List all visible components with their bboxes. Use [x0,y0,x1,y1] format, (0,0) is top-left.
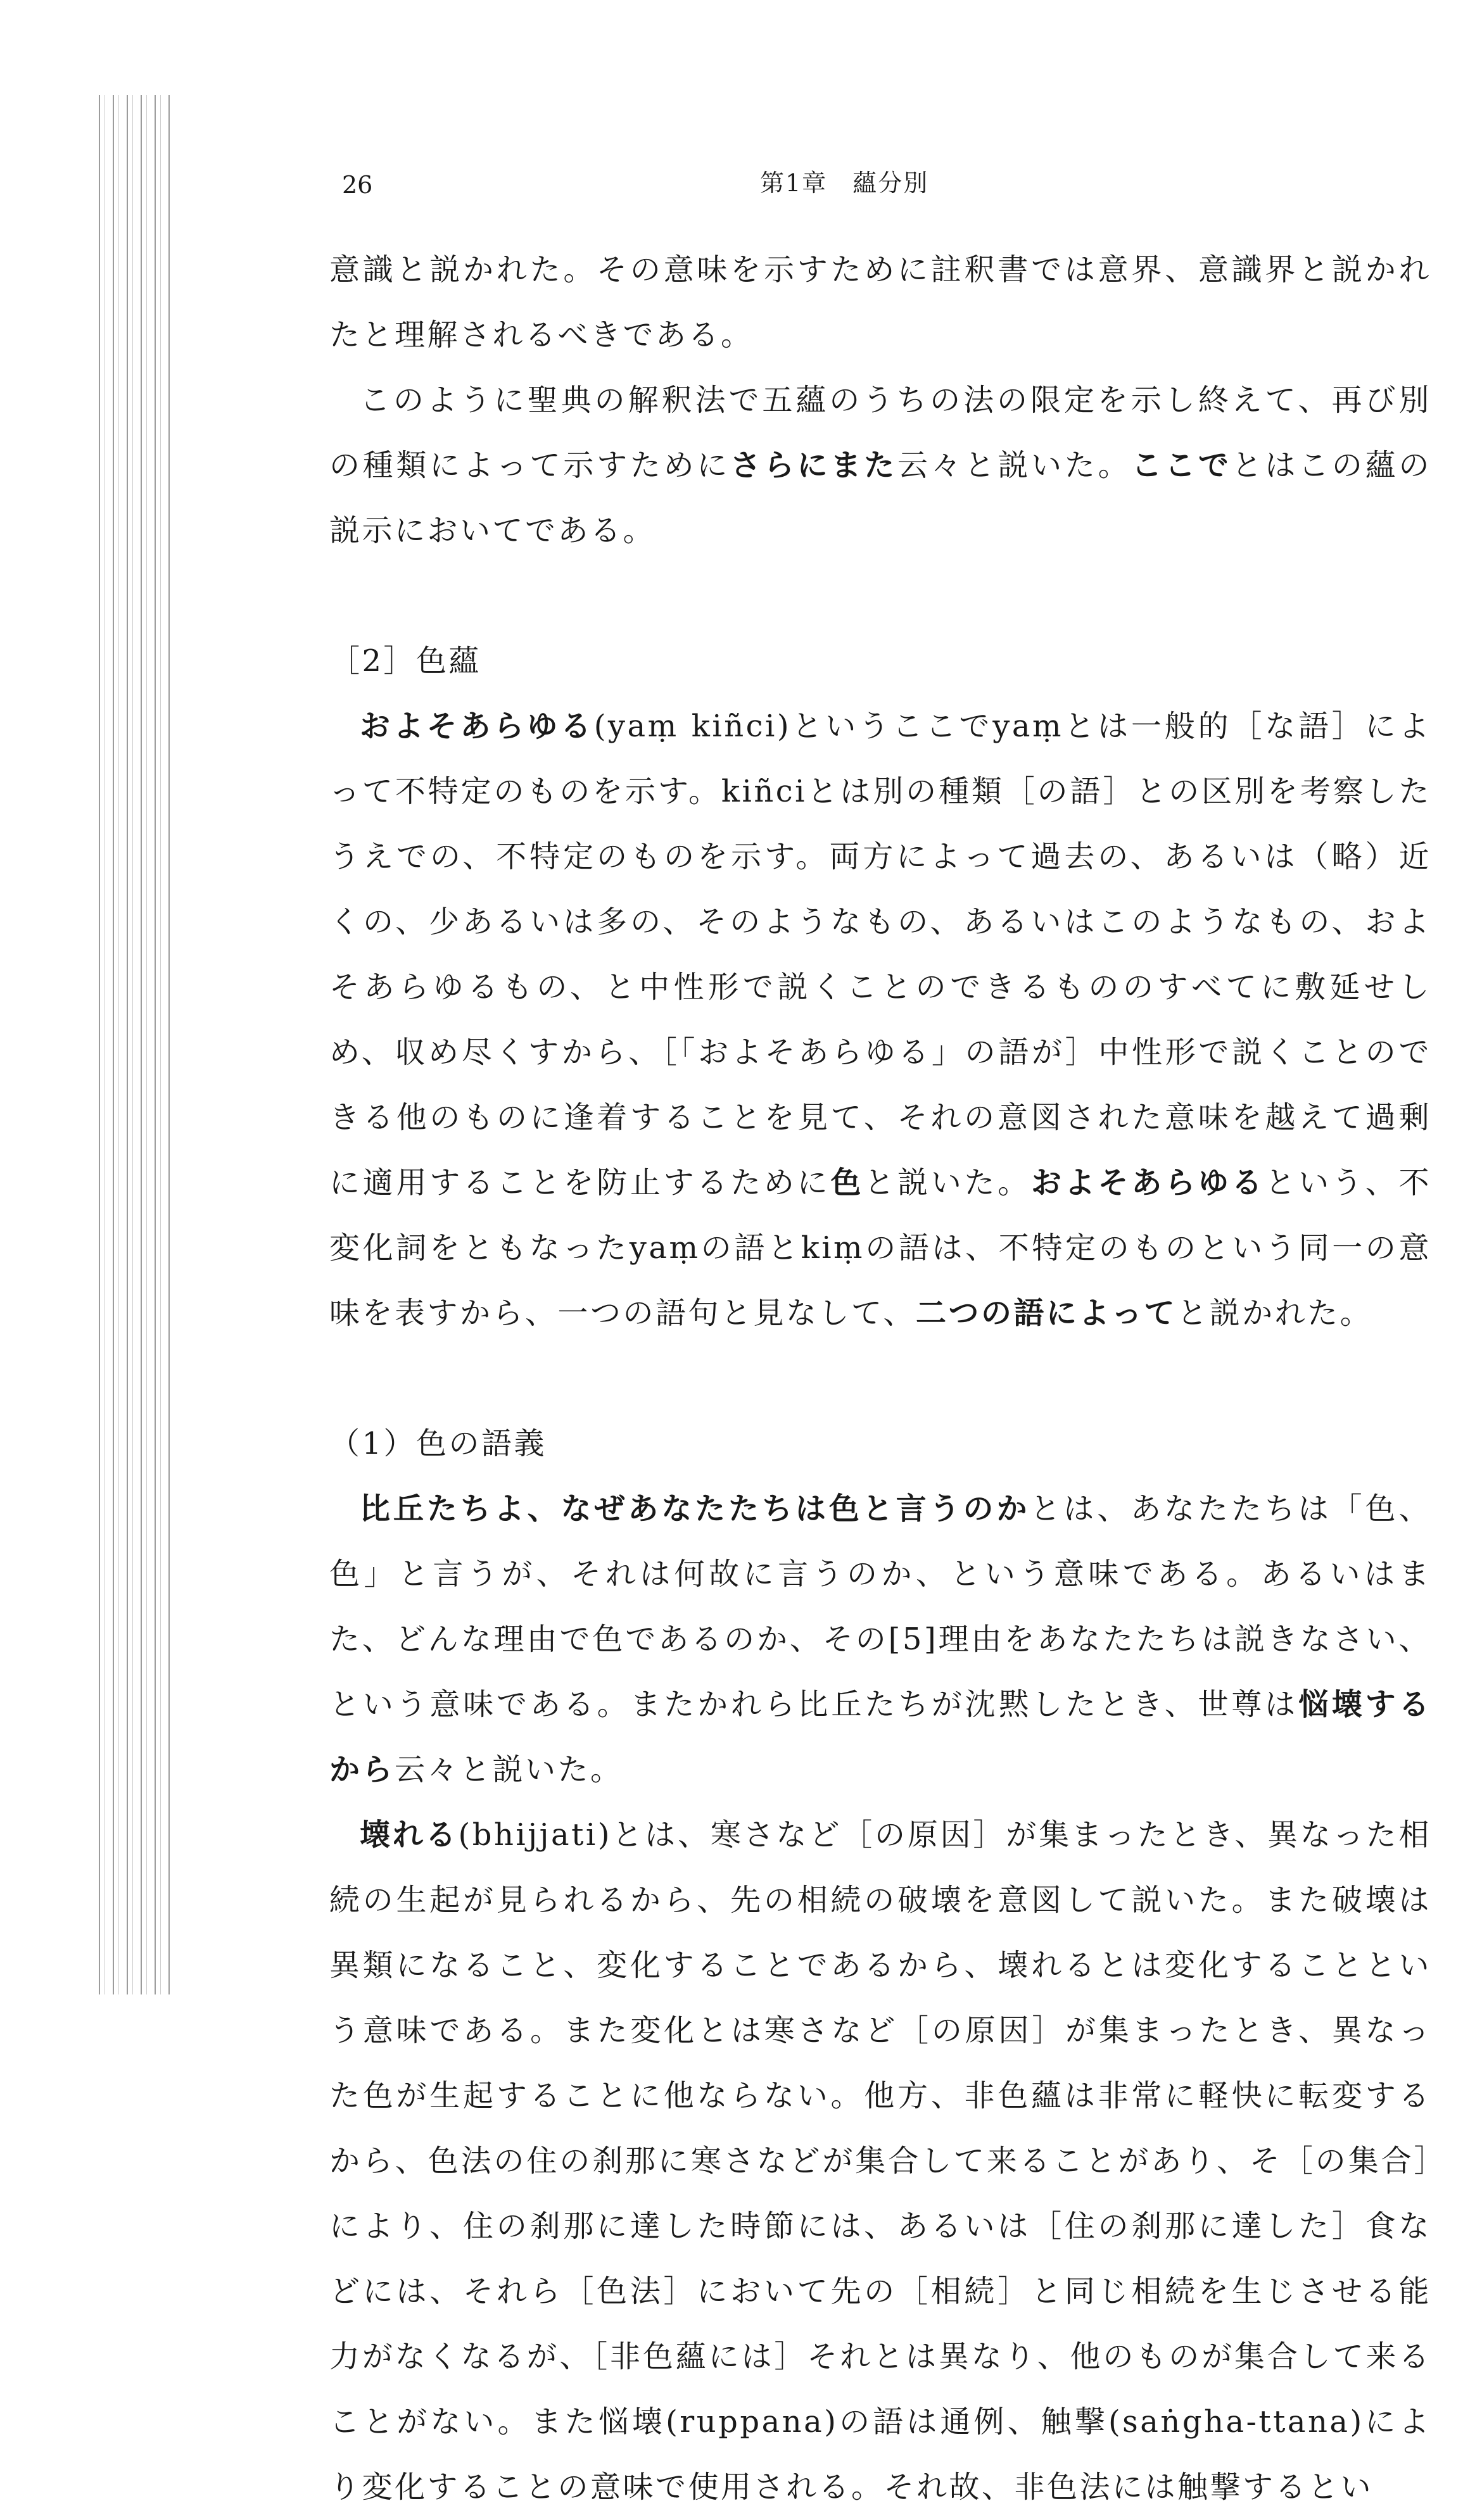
paragraph-1 [329,237,1431,368]
paragraph-4 [329,1477,1431,1803]
text-run: 意識と説かれた。その意味を示すために註釈書では意界、意識界と説かれたと理解されるべきである。 [329,252,1431,353]
section-heading-rupakkhandha: ［2］色蘊 [329,643,482,679]
bold-term: 色 [830,1165,864,1200]
text-run: とは、あなたたちは「色、色」と言うが、それは何故に言うのか、という意味である。あるいはまた、どんな理由で色であるのか、その[5]理由をあなたたちは説きなさい、という意味である。またかれら比丘たちが沈黙したとき、世尊は [329,1491,1431,1722]
book-binding-shadow [95,95,171,1994]
text-run: (bhijjati)とは、寒さなど［の原因］が集まったとき、異なった相続の生起が見られるから、先の相続の破壊を意図して説いた。また破壊は異類になること、変化することであるから、壊れるとは変化することという意味である。また変化とは寒さなど［の原因］が集まったとき、異なった色が生起することに他ならない。他方、非色蘊は非常に軽快に転変するから、色法の住の刹那に寒さなどが集合して来ることがあり、そ［の集合］により、住の刹那に達した時節には、あるいは［住の刹那に達した］食などには、それら［色法］において先の［相続］と同じ相続を生じさせる能力がなくなるが、［非色蘊には］それとは異なり、他のものが集合して来ることがない。また悩壊(ruppana)の語は通例、触撃(saṅgha-ttana)により変化することの意味で使用される。それ故、非色法には触撃するとい [329,1817,1431,2505]
section-heading-meaning-of-rupa: （1）色の語義 [329,1426,547,1461]
bold-term: 悩壊するから [329,1687,1431,1787]
running-header [760,163,928,198]
chapter-title: 蘊分別 [852,169,929,197]
text-run: 云々と説いた。 [897,448,1132,483]
chapter-number: 第1章 [760,169,828,197]
text-run: という、不変化詞をともなったyaṃの語とkiṃの語は、不特定のものという同一の意味を表すから、一つの語句と見なして、 [329,1165,1431,1331]
paragraph-2 [329,368,1431,564]
paragraph-5 [329,1803,1431,2520]
text-run: (yaṃ kiñci)というここでyaṃとは一般的［な語］によって不特定のものを示す。kiñciとは別の種類［の語］との区別を考察したうえでの、不特定のものを示す。両方によって過去の、あるいは（略）近くの、少あるいは多の、そのようなもの、あるいはこのようなもの、およそあらゆるもの、と中性形で説くことのできるもののすべてに敷延せしめ、収め尽くすから、［「およそあらゆる」の語が］中性形で説くことのできる他のものに逢着することを見て、それの意図された意味を越えて過剰に適用することを防止するために [329,709,1431,1200]
text-run: 云々と説いた。 [395,1752,623,1787]
spacer [329,1346,1431,1411]
bold-term: ここで [1131,448,1232,483]
text-run: このように聖典の解釈法で五蘊のうちの法の限定を示し終えて、再び別の種類によって示すために [329,382,1431,483]
bold-term: およそあらゆる [1031,1165,1265,1200]
bold-term: およそあらゆる [360,709,594,744]
page-number: 26 [342,171,373,199]
text-run: と説いた。 [864,1165,1032,1200]
spacer [329,564,1431,629]
bold-term: 壊れる [360,1817,459,1853]
text-run: と説かれた。 [1177,1295,1373,1331]
paragraph-3 [329,694,1431,1346]
main-text [329,237,1431,2520]
bold-term: 比丘たちよ、なぜあなたたちは色と言うのか [360,1491,1030,1527]
text-run: とはこの蘊の説示においてである。 [329,448,1431,548]
bold-term: 二つの語によって [916,1295,1177,1331]
bold-term: さらにまた [730,448,897,483]
